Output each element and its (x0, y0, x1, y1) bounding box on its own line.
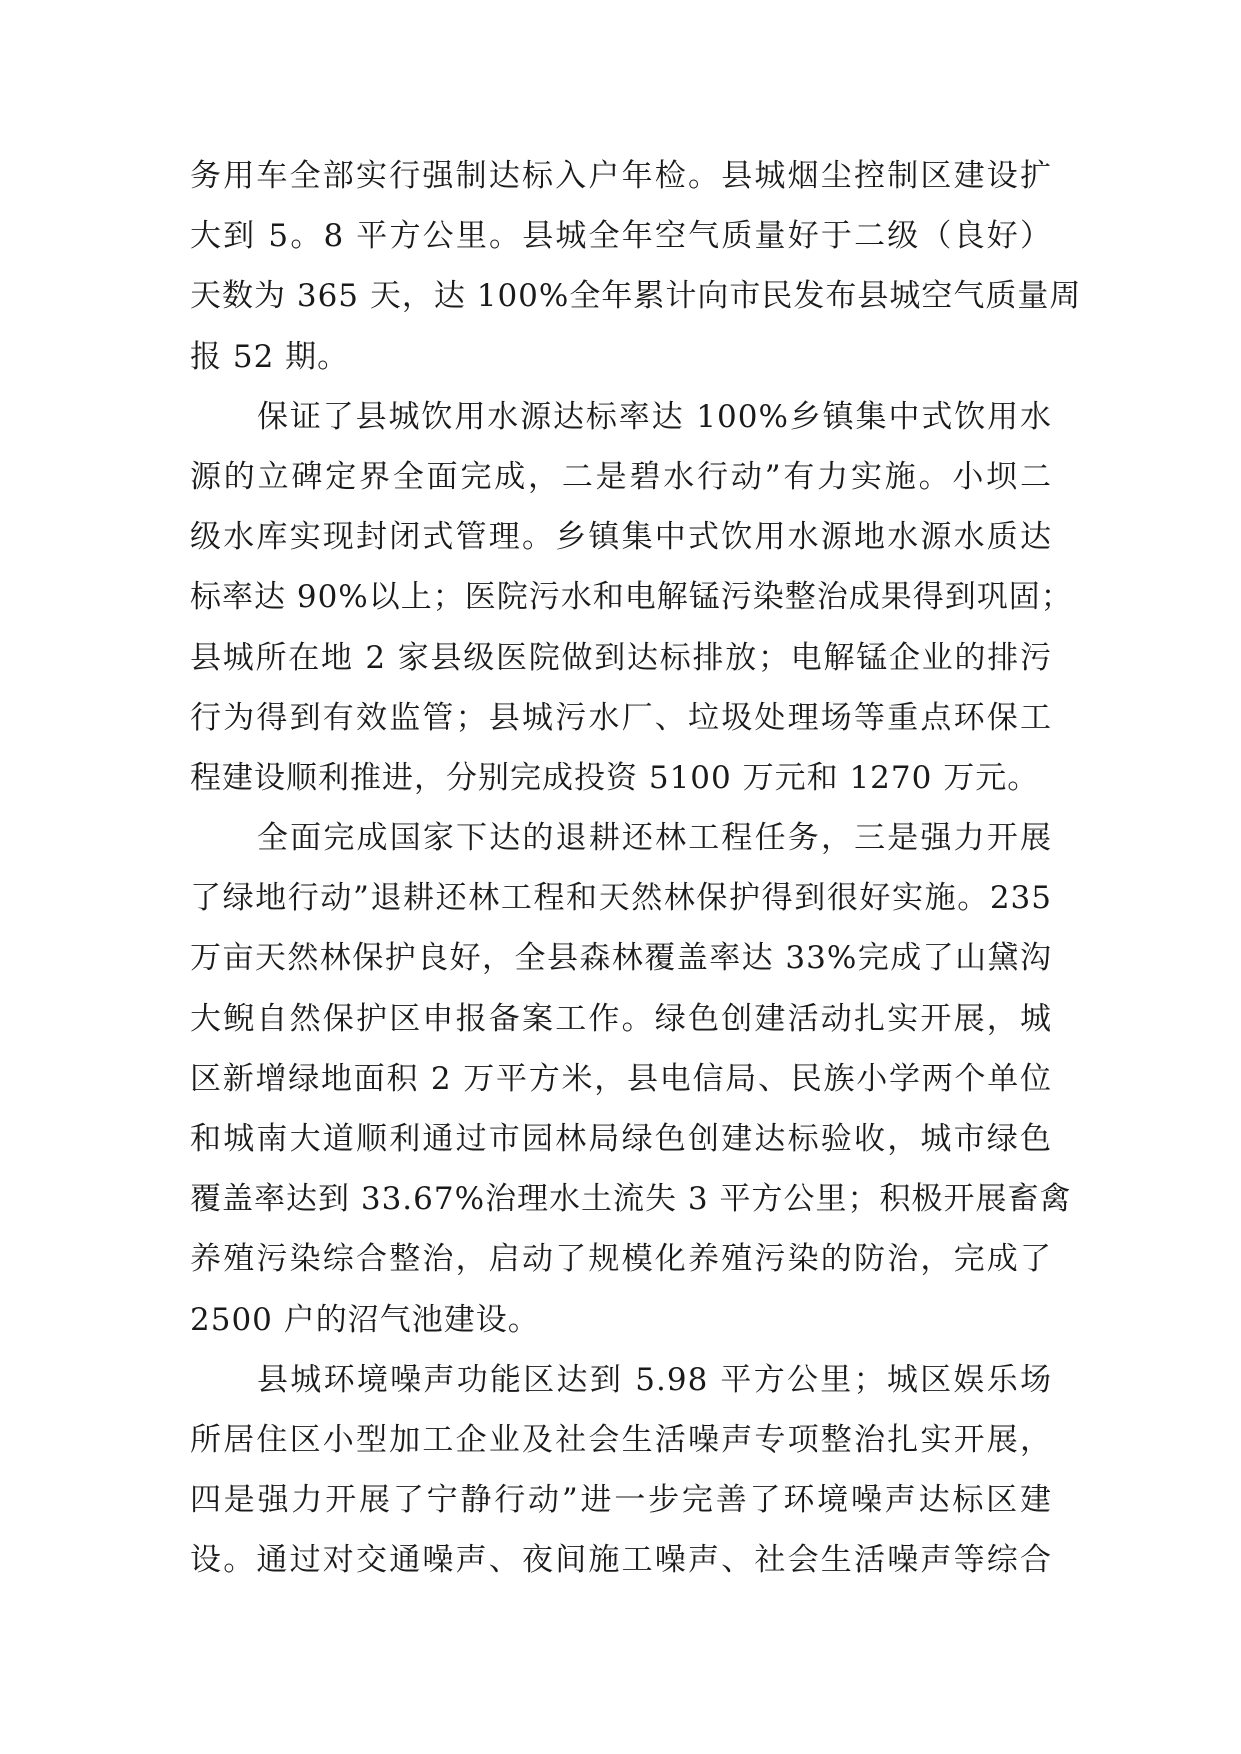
text-line: 覆盖率达到 33.67%治理水土流失 3 平方公里；积极开展畜禽 (190, 1181, 1072, 1218)
text-line: 务用车全部实行强制达标入户年检。县城烟尘控制区建设扩 (190, 158, 1052, 194)
text-line: 2500 户的沼气池建设。 (190, 1301, 540, 1338)
text-line: 四是强力开展了宁静行动”进一步完善了环境噪声达标区建 (190, 1482, 1052, 1519)
text-line: 万亩天然林保护良好，全县森林覆盖率达 33%完成了山黛沟 (190, 940, 1052, 977)
paragraph-3 (190, 808, 1072, 1350)
text-line: 程建设顺利推进，分别完成投资 5100 万元和 1270 万元。 (190, 759, 1040, 796)
paragraph-4 (190, 1350, 1052, 1591)
text-line: 了绿地行动”退耕还林工程和天然林保护得到很好实施。235 (190, 880, 1052, 917)
text-line: 天数为 365 天，达 100%全年累计向市民发布县城空气质量周 (190, 278, 1082, 315)
text-line: 养殖污染综合整治，启动了规模化养殖污染的防治，完成了 (190, 1241, 1052, 1278)
text-line: 县城所在地 2 家县级医院做到达标排放；电解锰企业的排污 (190, 639, 1052, 676)
text-line: 源的立碑定界全面完成，二是碧水行动”有力实施。小坝二 (190, 458, 1052, 495)
text-line: 标率达 90%以上；医院污水和电解锰污染整治成果得到巩固； (190, 579, 1073, 616)
text-line: 大鲵自然保护区申报备案工作。绿色创建活动扎实开展，城 (190, 1000, 1052, 1037)
text-line: 报 52 期。 (190, 338, 350, 375)
text-line: 区新增绿地面积 2 万平方米，县电信局、民族小学两个单位 (190, 1060, 1052, 1097)
paragraph-1 (190, 146, 1082, 387)
document-body (190, 146, 1082, 1591)
text-line: 行为得到有效监管；县城污水厂、垃圾处理场等重点环保工 (190, 699, 1052, 736)
text-line: 大到 5。8 平方公里。县城全年空气质量好于二级（良好） (190, 218, 1052, 255)
text-line: 保证了县城饮用水源达标率达 100%乡镇集中式饮用水 (257, 398, 1052, 435)
text-line: 县城环境噪声功能区达到 5.98 平方公里；城区娱乐场 (257, 1361, 1052, 1398)
text-line: 设。通过对交通噪声、夜间施工噪声、社会生活噪声等综合 (190, 1542, 1052, 1579)
text-line: 所居住区小型加工企业及社会生活噪声专项整治扎实开展， (190, 1421, 1052, 1458)
text-line: 和城南大道顺利通过市园林局绿色创建达标验收，城市绿色 (190, 1121, 1052, 1157)
text-line: 级水库实现封闭式管理。乡镇集中式饮用水源地水源水质达 (190, 519, 1052, 556)
text-line: 全面完成国家下达的退耕还林工程任务，三是强力开展 (257, 820, 1052, 857)
paragraph-2 (190, 387, 1073, 808)
